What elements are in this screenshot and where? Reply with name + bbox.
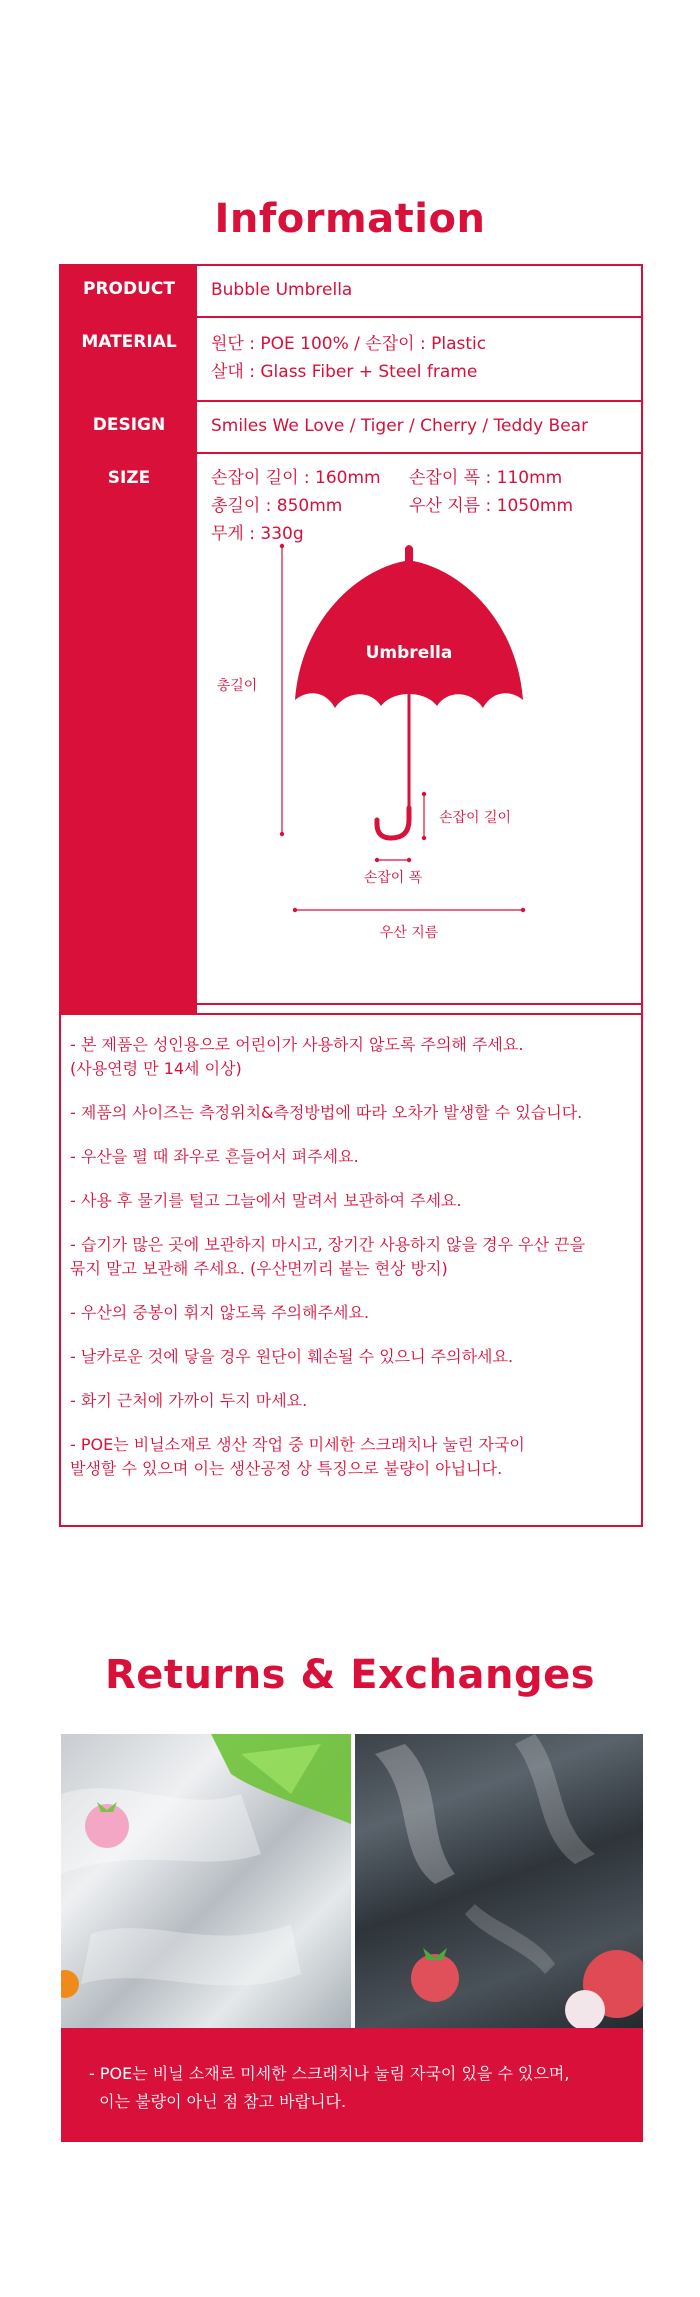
returns-caption	[61, 2028, 643, 2142]
spec-diameter: 우산 지름 : 1050mm	[409, 496, 574, 516]
raspberry-icon	[411, 1954, 459, 2002]
material-photos	[61, 1734, 643, 2028]
note-item: - 우산의 중봉이 휘지 않도록 주의해주세요.	[70, 1303, 370, 1322]
note-item: - 우산을 펼 때 좌우로 흔들어서 펴주세요.	[70, 1147, 359, 1166]
dimension-dot	[280, 544, 284, 548]
photo-left-art	[61, 1734, 351, 2028]
label-product: PRODUCT	[61, 266, 197, 316]
umbrella-handle	[377, 808, 409, 838]
total-length-label: 총길이	[216, 678, 258, 694]
note-item: - 본 제품은 성인용으로 어린이가 사용하지 않도록 주의해 주세요. (사용연령 만 14세 이상)	[70, 1035, 524, 1078]
umbrella-label: Umbrella	[365, 643, 453, 663]
umbrella-icon	[295, 545, 523, 708]
size-specs	[197, 454, 641, 544]
spec-handle-width: 손잡이 폭 : 110mm	[409, 468, 563, 488]
handle-width-label: 손잡이 폭	[363, 870, 423, 886]
note-item: - POE는 비닐소재로 생산 작업 중 미세한 스크래치나 눌린 자국이 발생할 수 있으며 이는 생산공정 상 특징으로 불량이 아닙니다.	[70, 1435, 525, 1478]
value-product: Bubble Umbrella	[211, 280, 353, 300]
information-title: Information	[214, 196, 486, 242]
row-design	[61, 402, 641, 454]
row-material	[61, 318, 641, 402]
material-line-2: 살대 : Glass Fiber + Steel frame	[211, 362, 478, 382]
photo-right-art	[355, 1734, 643, 2028]
photo-dark-umbrella	[355, 1734, 643, 2028]
returns-title: Returns & Exchanges	[104, 1652, 596, 1698]
spec-handle-length: 손잡이 길이 : 160mm	[211, 468, 381, 488]
label-material: MATERIAL	[61, 318, 197, 400]
handle-length-label: 손잡이 길이	[438, 810, 512, 826]
photo-clear-umbrella	[61, 1734, 351, 2028]
row-size	[61, 454, 641, 1013]
note-item: - 습기가 많은 곳에 보관하지 마시고, 장기간 사용하지 않을 경우 우산 끈을 묶지 말고 보관해 주세요. (우산면끼리 붙는 현상 방지)	[70, 1235, 586, 1278]
spec-total-length: 총길이 : 850mm	[211, 496, 343, 516]
caption-line-1: - POE는 비닐 소재로 미세한 스크래치나 눌림 자국이 있을 수 있으며,	[89, 2064, 570, 2083]
row-product	[61, 266, 641, 318]
value-material	[197, 318, 641, 400]
value-size	[197, 454, 641, 1013]
value-design: Smiles We Love / Tiger / Cherry / Teddy Bear	[211, 416, 589, 436]
spec-table	[59, 264, 643, 1015]
note-item: - 제품의 사이즈는 측정위치&측정방법에 따라 오차가 발생할 수 있습니다.	[70, 1103, 583, 1122]
label-design: DESIGN	[61, 402, 197, 452]
note-item: - 화기 근처에 가까이 두지 마세요.	[70, 1391, 308, 1410]
dimension-dot	[280, 832, 284, 836]
note-item: - 날카로운 것에 닿을 경우 원단이 훼손될 수 있으니 주의하세요.	[70, 1347, 514, 1366]
umbrella-diagram	[197, 540, 641, 1010]
note-item: - 사용 후 물기를 털고 그늘에서 말려서 보관하여 주세요.	[70, 1191, 462, 1210]
diameter-label: 우산 지름	[379, 925, 439, 941]
caution-notes	[59, 1003, 643, 1527]
caption-line-2: 이는 불량이 아닌 점 참고 바랍니다.	[89, 2092, 347, 2111]
spec-weight: 무게 : 330g	[211, 524, 304, 544]
label-size: SIZE	[61, 454, 197, 1013]
material-line-1: 원단 : POE 100% / 손잡이 : Plastic	[211, 334, 487, 354]
